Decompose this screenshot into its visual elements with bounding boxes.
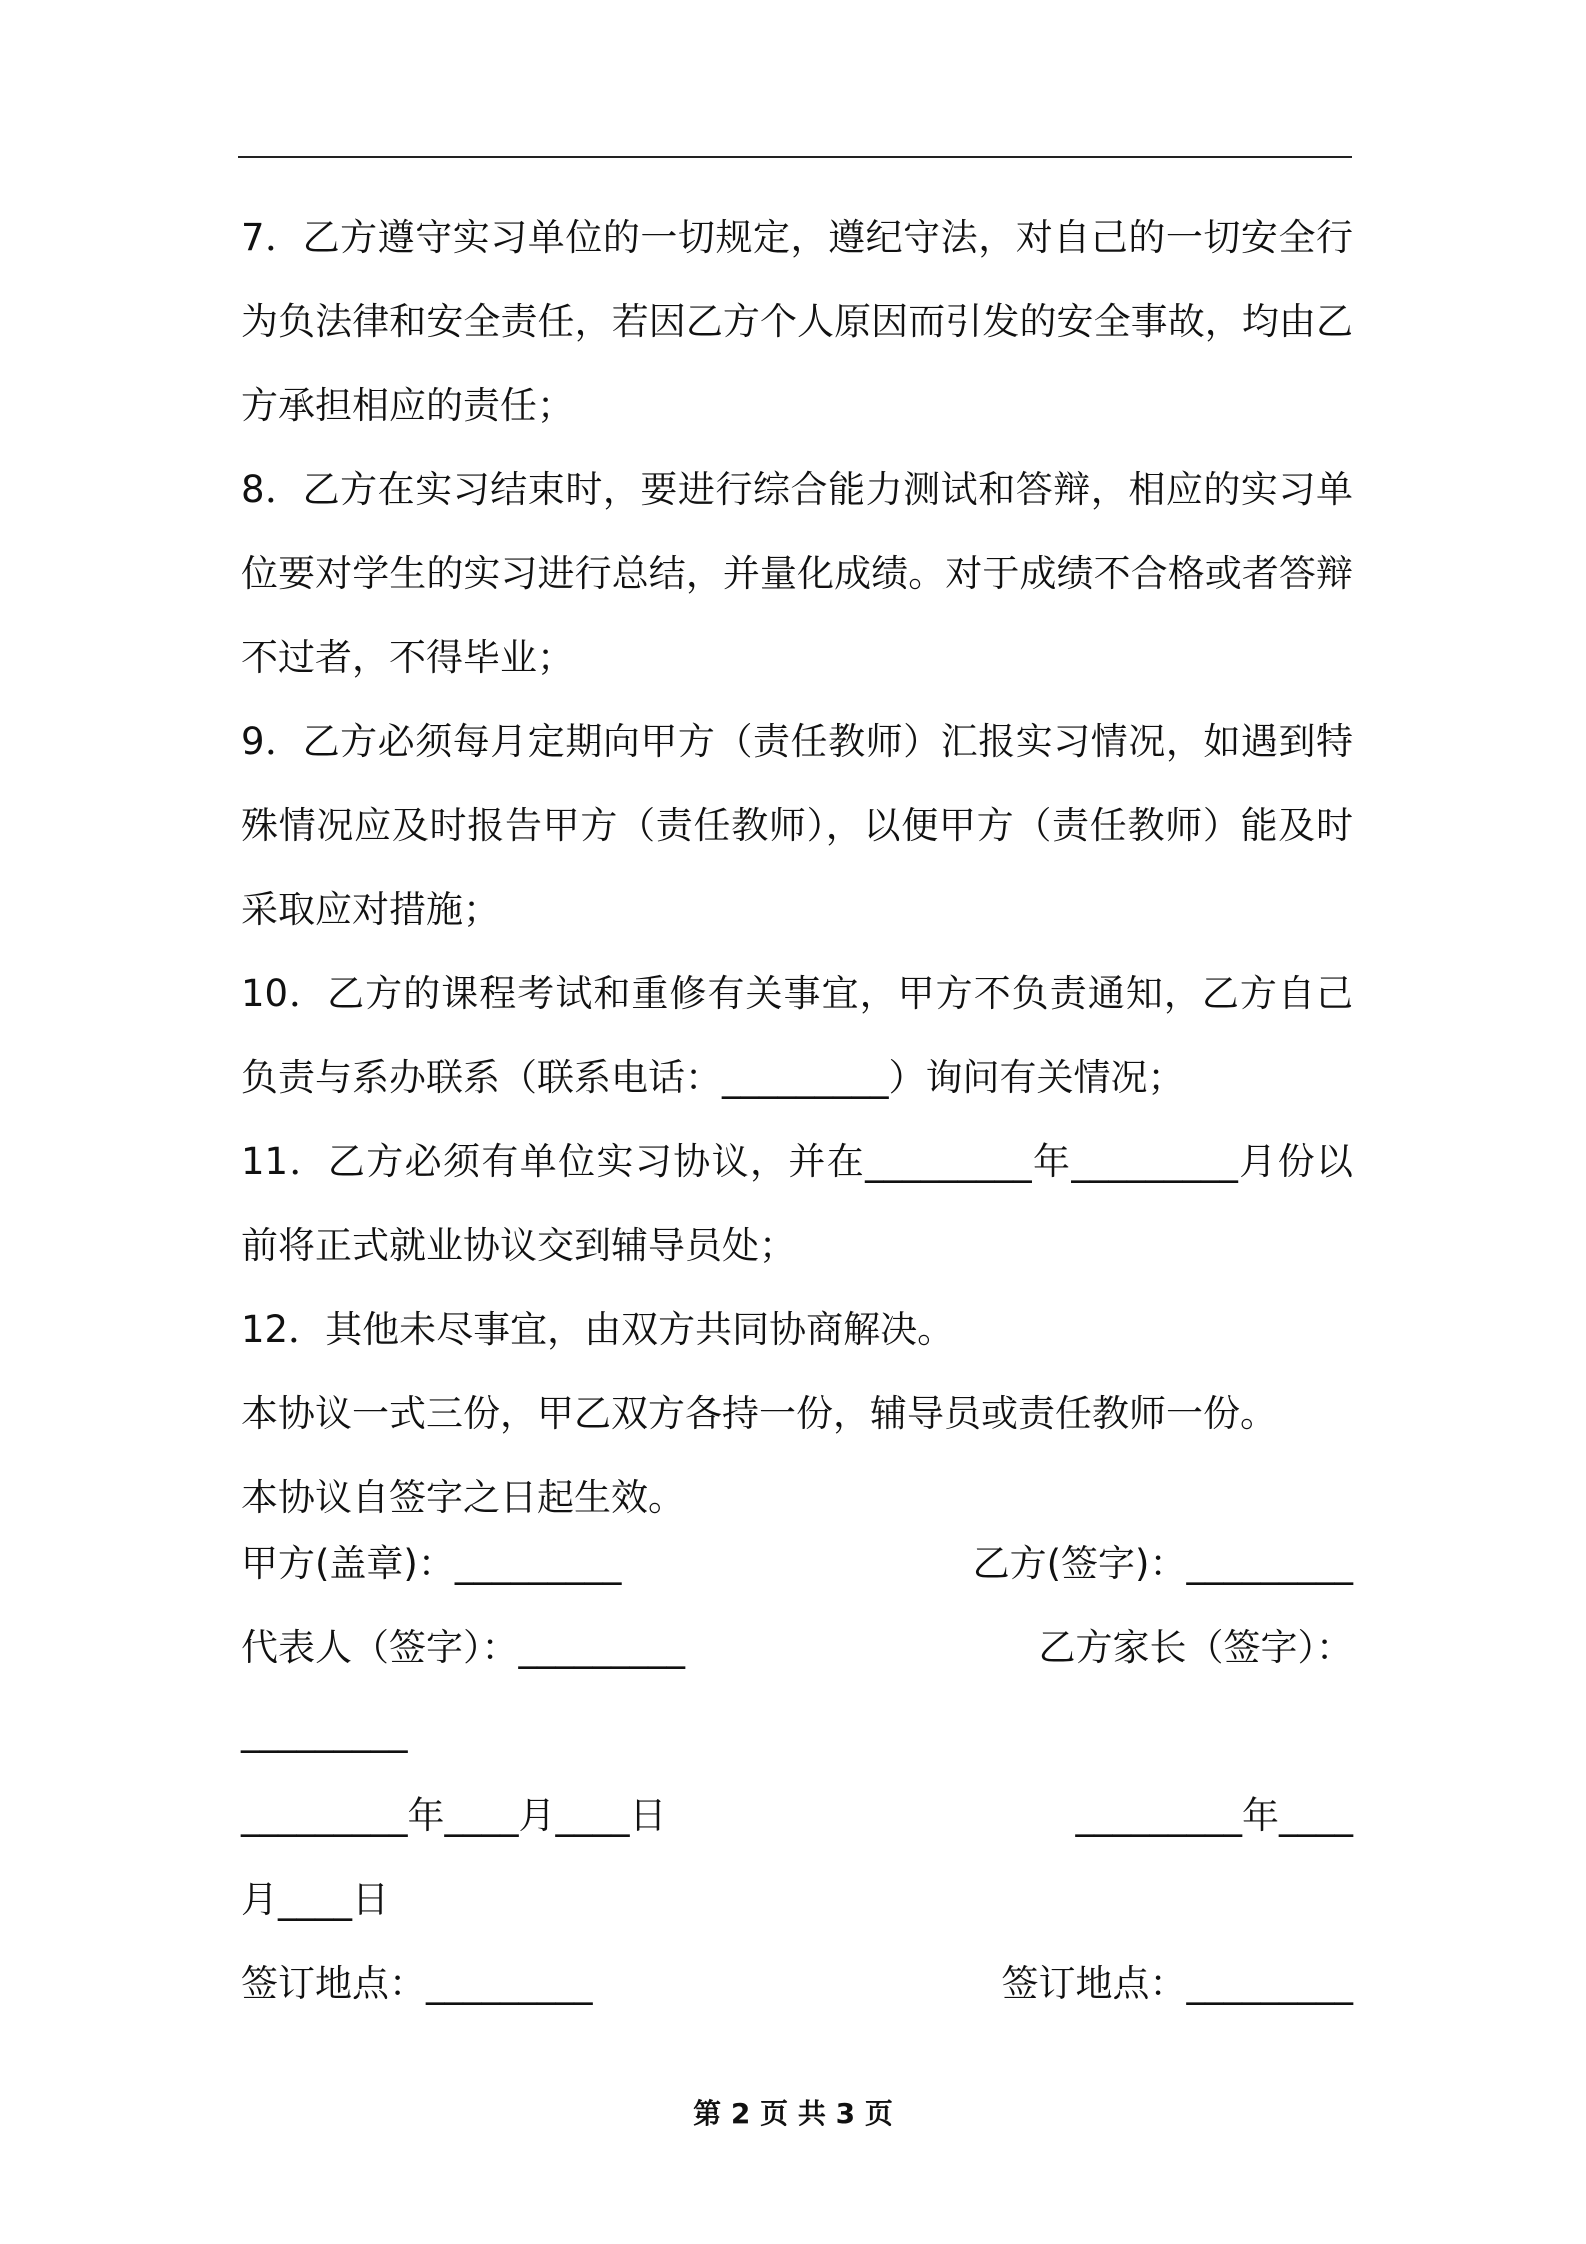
copies-statement: 本协议一式三份，甲乙双方各持一份，辅导员或责任教师一份。 [241, 1392, 1277, 1435]
clause-9: 9．乙方必须每月定期向甲方（责任教师）汇报实习情况，如遇到特殊情况应及时报告甲方（责任教师），以便甲方（责任教师）能及时采取应对措施； [241, 720, 1353, 931]
page-number: 第 2 页 共 3 页 [693, 2097, 893, 2130]
clause-7: 7．乙方遵守实习单位的一切规定，遵纪守法，对自己的一切安全行为负法律和安全责任，若因乙方个人原因而引发的安全事故，均由乙方承担相应的责任； [241, 216, 1353, 427]
party-b-parent-sign-field: 乙方家长（签字）： [1038, 1626, 1353, 1669]
effective-statement: 本协议自签字之日起生效。 [241, 1476, 685, 1519]
signature-row-date-continued [241, 1858, 1353, 1942]
party-b-parent-blank: _________ [241, 1710, 408, 1753]
signature-row-parties [241, 1522, 1353, 1606]
signature-row-parent-blank [241, 1690, 1353, 1774]
document-body [241, 196, 1353, 1540]
clause-8: 8．乙方在实习结束时，要进行综合能力测试和答辩，相应的实习单位要对学生的实习进行总结，并量化成绩。对于成绩不合格或者答辩不过者，不得毕业； [241, 468, 1353, 679]
clause-11: 11．乙方必须有单位实习协议，并在_________年_________月份以前将正式就业协议交到辅导员处； [241, 1140, 1353, 1267]
header-rule [238, 156, 1352, 158]
signature-row-representative [241, 1606, 1353, 1690]
party-b-date-year-field: _________年____ [1075, 1794, 1353, 1837]
clause-12: 12．其他未尽事宜，由双方共同协商解决。 [241, 1308, 955, 1351]
representative-sign-field: 代表人（签字）：_________ [241, 1626, 685, 1669]
party-b-location-field: 签订地点：_________ [1001, 1962, 1353, 2005]
party-a-seal-field: 甲方(盖章)：_________ [241, 1542, 622, 1585]
party-a-location-field: 签订地点：_________ [241, 1962, 593, 2005]
party-b-sign-field: 乙方(签字)：_________ [972, 1542, 1353, 1585]
clause-10: 10．乙方的课程考试和重修有关事宜，甲方不负责通知，乙方自己负责与系办联系（联系电话：_________）询问有关情况； [241, 972, 1353, 1099]
signature-row-locations [241, 1942, 1353, 2026]
party-a-date-field: _________年____月____日 [241, 1794, 667, 1837]
party-b-date-rest-field: 月____日 [241, 1878, 389, 1921]
signature-row-dates [241, 1774, 1353, 1858]
